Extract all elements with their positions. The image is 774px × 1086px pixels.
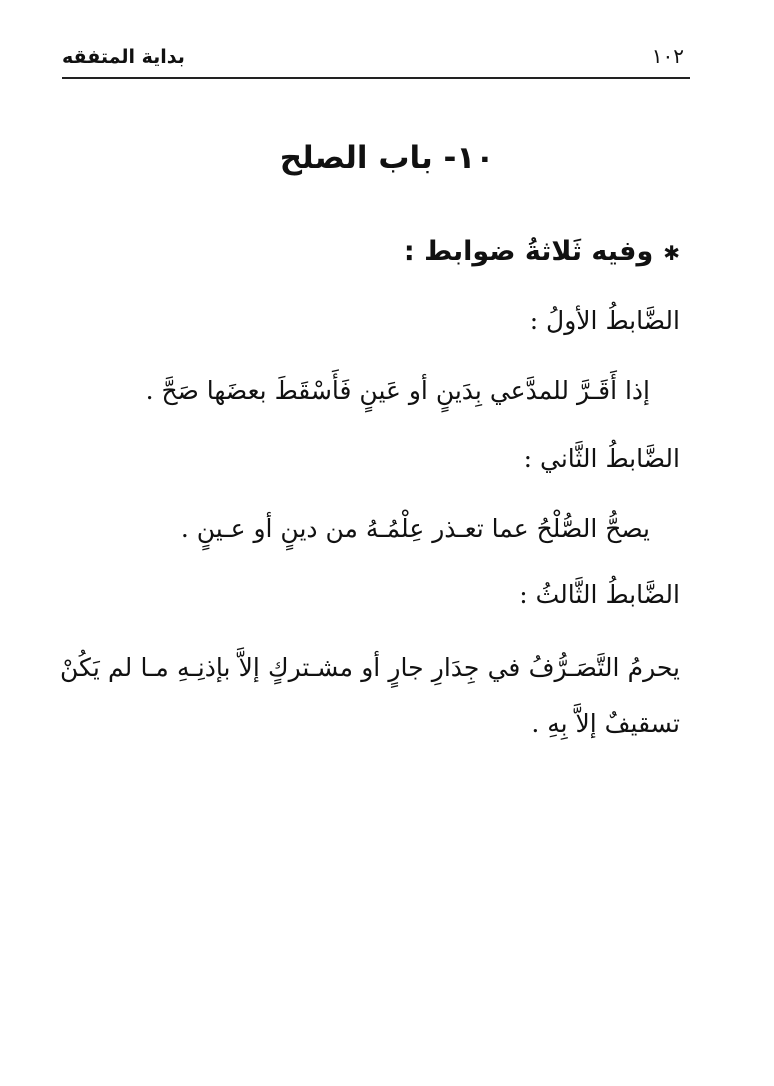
- rule-1-heading: الضَّابطُ الأولُ :: [529, 306, 680, 335]
- rule-3-heading: الضَّابطُ الثَّالثُ :: [519, 580, 680, 609]
- rule-1-body: إذا أَقَـرَّ للمدَّعي بِدَينٍ أو عَينٍ فَأَسْقَطَ بعضَها صَحَّ .: [145, 376, 650, 405]
- book-title: بداية المتفقه: [62, 46, 185, 68]
- page-header: [62, 40, 690, 76]
- rule-2-heading: الضَّابطُ الثَّاني :: [523, 444, 680, 473]
- rule-2-body: يصحُّ الصُّلْحُ عما تعـذر عِلْمُـهُ من دينٍ أو عـينٍ .: [180, 514, 650, 543]
- page-number: ١٠٢: [651, 44, 684, 68]
- intro-line: [404, 236, 680, 268]
- bullet-icon: ✱: [663, 241, 680, 265]
- rule-3-body: يحرمُ التَّصَـرُّفُ في جِدَارِ جارٍ أو مشـتركٍ إلاَّ بإذنِـهِ مـا لم يَكُنْ تسقيفٌ إلاَّ بِهِ .: [60, 653, 680, 738]
- chapter-title: ١٠- باب الصلح: [279, 140, 495, 176]
- intro-text: وفيه ثَلاثةُ ضوابط :: [403, 236, 654, 267]
- header-divider: [62, 77, 690, 79]
